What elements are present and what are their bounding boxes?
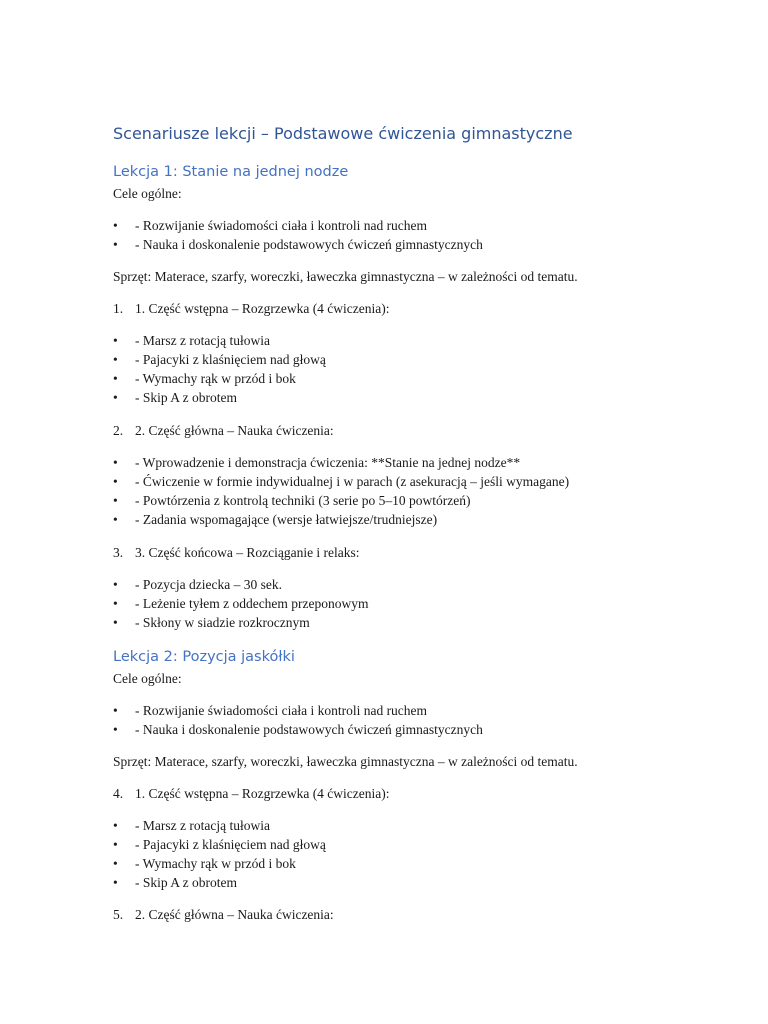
lesson-1-equipment: Sprzęt: Materace, szarfy, woreczki, ławeczka gimnastyczna – w zależności od tematu. — [113, 269, 578, 284]
list-item-text: - Skip A z obrotem — [135, 390, 237, 405]
section-heading: 2. Część główna – Nauka ćwiczenia: — [135, 423, 334, 438]
lesson-2-heading: Lekcja 2: Pozycja jaskółki — [113, 649, 295, 665]
bullet-icon: • — [113, 818, 118, 833]
list-item-text: - Wprowadzenie i demonstracja ćwiczenia: **Stanie na jednej nodze** — [135, 455, 521, 470]
bullet-icon: • — [113, 615, 118, 630]
bullet-icon: • — [113, 455, 118, 470]
list-item-text: - Skłony w siadzie rozkrocznym — [135, 615, 310, 630]
list-number: 1. — [113, 301, 124, 316]
lesson-2-equipment: Sprzęt: Materace, szarfy, woreczki, ławeczka gimnastyczna – w zależności od tematu. — [113, 754, 578, 769]
list-item-text: - Marsz z rotacją tułowia — [135, 333, 270, 348]
bullet-icon: • — [113, 577, 118, 592]
list-item-text: - Leżenie tyłem z oddechem przeponowym — [135, 596, 369, 611]
lesson-1-goals-label: Cele ogólne: — [113, 186, 182, 201]
bullet-icon: • — [113, 352, 118, 367]
bullet-icon: • — [113, 703, 118, 718]
bullet-icon: • — [113, 837, 118, 852]
bullet-icon: • — [113, 371, 118, 386]
list-item-text: - Rozwijanie świadomości ciała i kontroli nad ruchem — [135, 218, 428, 233]
bullet-icon: • — [113, 237, 118, 252]
list-item-text: - Ćwiczenie w formie indywidualnej i w parach (z asekuracją – jeśli wymagane) — [135, 474, 570, 489]
list-item-text: - Wymachy rąk w przód i bok — [135, 371, 296, 386]
bullet-icon: • — [113, 512, 118, 527]
list-item-text: - Marsz z rotacją tułowia — [135, 818, 270, 833]
section-heading: 2. Część główna – Nauka ćwiczenia: — [135, 907, 334, 922]
list-number: 4. — [113, 786, 124, 801]
list-number: 3. — [113, 545, 124, 560]
list-item-text: - Nauka i doskonalenie podstawowych ćwiczeń gimnastycznych — [135, 722, 483, 737]
bullet-icon: • — [113, 390, 118, 405]
list-number: 5. — [113, 907, 124, 922]
list-item-text: - Powtórzenia z kontrolą techniki (3 serie po 5–10 powtórzeń) — [135, 493, 471, 508]
bullet-icon: • — [113, 333, 118, 348]
list-item-text: - Rozwijanie świadomości ciała i kontroli nad ruchem — [135, 703, 428, 718]
bullet-icon: • — [113, 856, 118, 871]
lesson-1-heading: Lekcja 1: Stanie na jednej nodze — [113, 164, 349, 180]
lesson-2-goals-label: Cele ogólne: — [113, 671, 182, 686]
list-item-text: - Pajacyki z klaśnięciem nad głową — [135, 352, 326, 367]
bullet-icon: • — [113, 474, 118, 489]
list-item-text: - Nauka i doskonalenie podstawowych ćwiczeń gimnastycznych — [135, 237, 483, 252]
section-heading: 1. Część wstępna – Rozgrzewka (4 ćwiczenia): — [135, 301, 390, 316]
list-item-text: - Pozycja dziecka – 30 sek. — [135, 577, 282, 592]
section-heading: 1. Część wstępna – Rozgrzewka (4 ćwiczenia): — [135, 786, 390, 801]
document-title: Scenariusze lekcji – Podstawowe ćwiczenia gimnastyczne — [113, 124, 573, 143]
bullet-icon: • — [113, 596, 118, 611]
bullet-icon: • — [113, 875, 118, 890]
bullet-icon: • — [113, 722, 118, 737]
list-number: 2. — [113, 423, 124, 438]
list-item-text: - Skip A z obrotem — [135, 875, 237, 890]
bullet-icon: • — [113, 493, 118, 508]
list-item-text: - Wymachy rąk w przód i bok — [135, 856, 296, 871]
list-item-text: - Pajacyki z klaśnięciem nad głową — [135, 837, 326, 852]
list-item-text: - Zadania wspomagające (wersje łatwiejsze/trudniejsze) — [135, 512, 438, 527]
section-heading: 3. Część końcowa – Rozciąganie i relaks: — [135, 545, 360, 560]
bullet-icon: • — [113, 218, 118, 233]
